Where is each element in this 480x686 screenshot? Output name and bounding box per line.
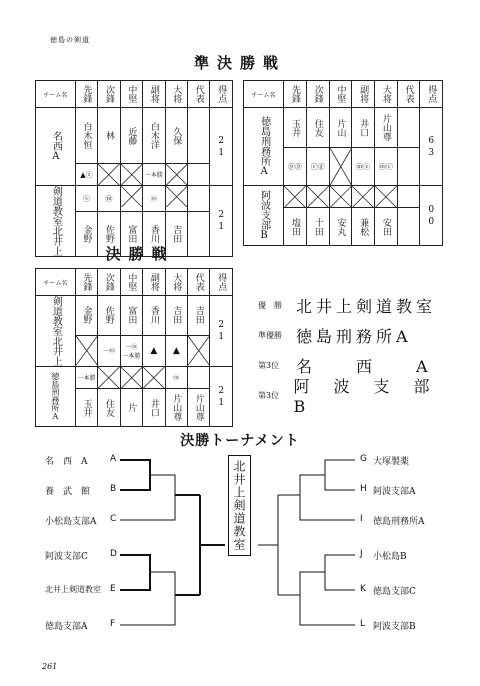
player-name: 香川	[148, 306, 159, 325]
player-name: 住友	[103, 398, 114, 417]
col-header: 得点	[426, 85, 437, 103]
player-name: 吉田	[193, 306, 204, 325]
team-right-k: 徳島支部C	[373, 587, 416, 597]
semifinal-title: 準決勝戦	[193, 54, 286, 72]
team-name: 阿波支部B	[258, 190, 270, 241]
player-name: 林	[103, 131, 114, 140]
col-header: 副将	[148, 273, 159, 291]
col-header: 中堅	[335, 85, 346, 103]
player-name: 井口	[148, 398, 159, 417]
player-name: 安丸	[335, 217, 346, 236]
result-label: 準優勝	[258, 330, 282, 340]
col-header: 次鋒	[103, 85, 114, 103]
player-name: 金野	[81, 306, 92, 325]
result-label: 第3位	[258, 360, 280, 370]
player-name: 富田	[126, 225, 137, 244]
final-table: チーム名 先鋒 次鋒 中堅 副将 大将 代表 得点 剣道教室北井上 金野 佐野 富田 香川 吉田 吉田 2 1 一ⓜ 一ⓜ 一本勝 ▲ ▲ 徳島刑務所A 一本勝 ⓜ 2 1 玉井 住友 片 井口 片山尊 片山尊	[35, 268, 233, 427]
team-name: 剣道教室北井上	[50, 186, 62, 256]
team-left-c: 小松島支部A	[45, 517, 97, 527]
player-name: 白木洋	[148, 122, 159, 149]
team-left-f: 徳島支部A	[45, 622, 88, 632]
col-header: 先鋒	[81, 85, 92, 103]
score: 1	[218, 332, 225, 342]
player-name: 佐野	[103, 225, 114, 244]
player-name: 近藤	[126, 126, 137, 145]
team-letter: L	[360, 619, 366, 629]
score: 0	[428, 216, 435, 227]
player-name: 佐野	[103, 306, 114, 325]
team-letter: A	[110, 454, 117, 464]
result-team: 名 西 A	[296, 356, 432, 376]
team-right-h: 阿波支部A	[373, 487, 416, 497]
team-name: 名西A	[50, 131, 62, 162]
col-header: 副将	[358, 85, 369, 103]
team-letter: H	[360, 484, 367, 494]
corner-label: チーム名	[244, 81, 284, 108]
team-right-j: 小松島B	[373, 552, 407, 562]
player-name: 片山尊	[193, 394, 204, 421]
ippon-label: 一本勝	[75, 367, 97, 389]
team-letter: E	[110, 584, 116, 594]
team-letter: F	[110, 619, 116, 629]
team-letter: I	[360, 514, 363, 524]
col-header: 中堅	[126, 273, 137, 291]
col-header: 代表	[193, 85, 204, 103]
team-letter: D	[110, 549, 117, 559]
player-name: 吉田	[171, 306, 182, 325]
corner-label: チーム名	[36, 269, 76, 296]
semifinal-left-table: チーム名 先鋒 次鋒 中堅 副将 大将 代表 得点 名西A 白木恒 林 近藤 白木洋 久保 2 1 ▲ⓩ 一本勝 剣道教室北井上 ⓢ ⓜ ⓜ 2 1 金野 佐野 富田 香川 吉田	[35, 80, 233, 257]
team-name: 徳島刑務所A	[50, 372, 60, 421]
result-label: 第3位	[258, 390, 280, 400]
final-title: 決勝戦	[105, 245, 175, 263]
team-letter: C	[110, 514, 117, 524]
player-name: 富田	[126, 306, 137, 325]
score: 6	[428, 135, 435, 146]
result-team: 北井上剣道教室	[296, 296, 437, 316]
player-name: 玉井	[290, 118, 300, 137]
score: 2	[218, 135, 225, 146]
col-header: 得点	[216, 85, 227, 103]
semifinal-right-table: チーム名 先鋒 次鋒 中堅 副将 大将 代表 得点 徳島刑務所A 玉井 住友 片山 井口 片山尊 6 3 ⓟⓟ ⓒⓓ ⓜⓩ ⓜⓒ 阿波支部B 0 0 塩田 十田 安丸 兼松 安田	[243, 80, 443, 246]
player-name: 住友	[312, 118, 323, 137]
team-letter: G	[360, 454, 367, 464]
team-letter: J	[360, 549, 363, 559]
mark-triangle-icon: ▲	[165, 335, 187, 366]
score: 1	[218, 397, 225, 408]
col-header: 代表	[193, 273, 204, 291]
col-header: 得点	[216, 273, 227, 291]
player-name: 白木恒	[81, 122, 92, 149]
col-header: 大将	[171, 85, 182, 103]
team-name: 徳島刑務所A	[258, 116, 270, 177]
page-number: 261	[42, 662, 58, 671]
col-header: 代表	[403, 85, 414, 103]
champion-box: 北井上剣道教室	[228, 455, 251, 556]
col-header: 次鋒	[103, 273, 114, 291]
mark-triangle-icon: ▲ⓩ	[75, 164, 98, 186]
col-header: 先鋒	[81, 273, 92, 291]
result-team: 阿 波 支 部 B	[293, 377, 454, 416]
player-name: 井口	[358, 118, 369, 137]
player-name: 片山尊	[380, 114, 391, 141]
player-name: 塩田	[290, 217, 300, 236]
player-name: 片山尊	[171, 394, 182, 421]
result-row	[258, 377, 458, 416]
player-name: 片山	[335, 118, 346, 137]
team-letter: B	[110, 484, 117, 494]
team-right-g: 大塚製薬	[373, 457, 410, 467]
tournament-title: 決勝トーナメント	[180, 433, 300, 449]
mark-triangle-icon: ▲	[143, 335, 165, 366]
team-name: 剣道教室北井上	[50, 296, 62, 366]
col-header: 先鋒	[290, 85, 300, 103]
results-list	[258, 290, 458, 416]
result-label: 優 勝	[258, 300, 282, 310]
team-right-l: 阿波支部B	[373, 622, 416, 632]
score: 3	[428, 147, 435, 158]
score: 2	[218, 385, 225, 396]
player-name: 吉田	[171, 225, 182, 244]
player-name: 久保	[171, 126, 182, 145]
score: 2	[218, 210, 225, 220]
score: 0	[428, 204, 435, 215]
page-header: 徳島の剣道	[50, 36, 90, 44]
col-header: 次鋒	[312, 85, 323, 103]
team-right-i: 徳島刑務所A	[373, 517, 425, 527]
result-row	[258, 290, 458, 320]
result-team: 徳島刑務所A	[296, 326, 412, 346]
player-name: 兼松	[358, 217, 369, 236]
player-name: 安田	[380, 217, 391, 236]
team-letter: K	[360, 584, 366, 594]
player-name: 片	[126, 403, 137, 412]
score: 1	[218, 222, 225, 232]
player-name: 十田	[312, 217, 323, 236]
team-left-b: 養 武 館	[45, 487, 91, 497]
col-header: 大将	[380, 85, 391, 103]
col-header: 大将	[171, 273, 182, 291]
col-header: 副将	[148, 85, 159, 103]
score: 2	[218, 320, 225, 330]
player-name: 玉井	[81, 398, 92, 417]
team-left-e: 北井上剣道教室	[45, 585, 101, 594]
player-name: 金野	[81, 225, 92, 244]
team-left-a: 名 西 A	[45, 457, 88, 467]
team-left-d: 阿波支部C	[45, 552, 88, 562]
corner-label: チーム名	[36, 81, 76, 108]
player-name: 香川	[148, 225, 159, 244]
score: 1	[218, 147, 225, 158]
col-header: 中堅	[126, 85, 137, 103]
result-row	[258, 320, 458, 350]
